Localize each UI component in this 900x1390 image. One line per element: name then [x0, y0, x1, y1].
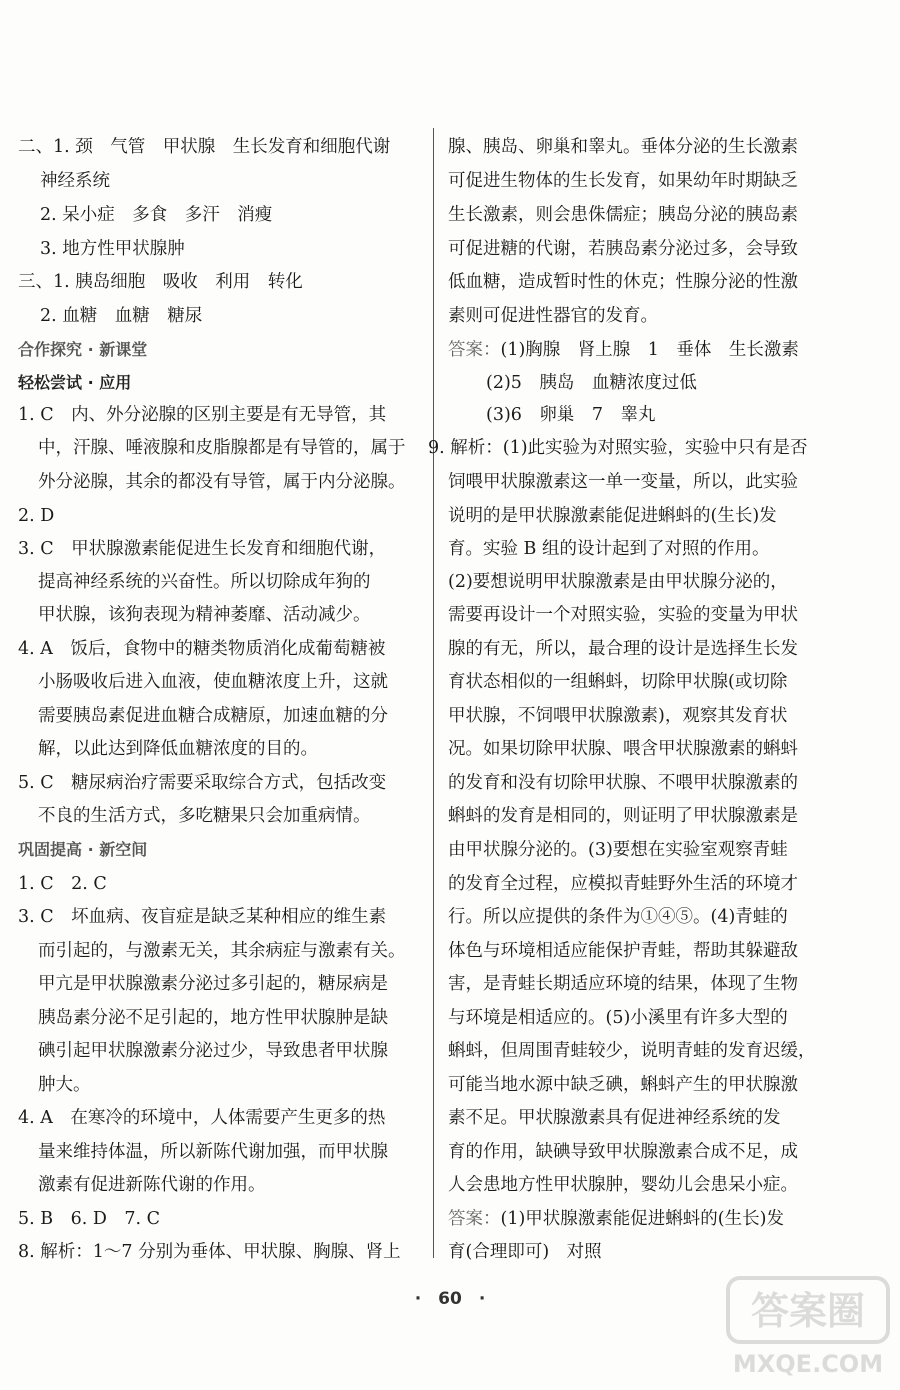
answer-label: 答案： [448, 1209, 501, 1229]
answer-8-line-7: 素则可促进性器官的发育。 [448, 306, 658, 326]
answer-8-line-6: 低血糖，造成暂时性的休克；性腺分泌的性激 [448, 272, 798, 292]
consolidate-answers-1-2: 1. C 2. C [18, 874, 107, 894]
answer-4-line-1: 4. A 饭后，食物中的糖类物质消化成葡萄糖被 [18, 639, 386, 659]
watermark-url: MXQE.COM [732, 1350, 884, 1378]
consolidate-answer-3-line-5: 碘引起甲状腺激素分泌过少，导致患者甲状腺 [38, 1041, 388, 1061]
answer-8-key-line-1 [448, 339, 799, 361]
answer-9-line-16: 体色与环境相适应能保护青蛙，帮助其躲避敌 [448, 941, 798, 961]
answer-8-line-4: 生长激素，则会患侏儒症；胰岛分泌的胰岛素 [448, 205, 798, 225]
answer-9-line-21: 素不足。甲状腺激素具有促进神经系统的发 [448, 1108, 781, 1128]
answer-8-key-line-3: (3)6 卵巢 7 睾丸 [486, 405, 656, 425]
answer-9-line-14: 的发育全过程，应模拟青蛙野外生活的环境才 [448, 874, 798, 894]
answer-9-line-3: 说明的是甲状腺激素能促进蝌蚪的(生长)发 [448, 506, 777, 526]
answer-5-line-1: 5. C 糖尿病治疗需要采取综合方式，包括改变 [18, 773, 387, 793]
watermark-title: 答案圈 [750, 1289, 866, 1333]
answer-9-line-15: 行。所以应提供的条件为①④⑤。(4)青蛙的 [448, 907, 788, 927]
consolidate-answer-4-line-1: 4. A 在寒冷的环境中，人体需要产生更多的热 [18, 1108, 386, 1128]
consolidate-answer-3-line-4: 胰岛素分泌不足引起的，地方性甲状腺肿是缺 [38, 1008, 388, 1028]
column-divider [433, 128, 434, 1258]
answer-8-line-3: 可促进生物体的生长发育，如果幼年时期缺乏 [448, 171, 798, 191]
answer-9-key-1: (1)甲状腺激素能促进蝌蚪的(生长)发 [500, 1209, 784, 1229]
consolidate-answer-8-line-1: 8. 解析：1～7 分别为垂体、甲状腺、胸腺、肾上 [18, 1242, 401, 1262]
page-number: · 60 · [414, 1289, 486, 1309]
answer-8-key-line-2: (2)5 胰岛 血糖浓度过低 [486, 373, 697, 393]
answer-8-key-1: (1)胸腺 肾上腺 1 垂体 生长激素 [500, 340, 799, 360]
answer-9-line-12: 蝌蚪的发育是相同的，则证明了甲状腺激素是 [448, 806, 798, 826]
answer-9-line-19: 蝌蚪，但周围青蛙较少，说明青蛙的发育迟缓， [448, 1041, 816, 1061]
section-heading-consolidate: 巩固提高 · 新空间 [18, 840, 148, 859]
answer-9-line-20: 可能当地水源中缺乏碘，蝌蚪产生的甲状腺激 [448, 1075, 798, 1095]
section-three-item-1: 三、1. 胰岛细胞 吸收 利用 转化 [18, 272, 303, 292]
answer-9-key-line-2: 育(合理即可) 对照 [448, 1242, 602, 1262]
answer-1-line-1: 1. C 内、外分泌腺的区别主要是有无导管，其 [18, 405, 387, 425]
answer-9-line-11: 的发育和没有切除甲状腺、不喂甲状腺激素的 [448, 773, 798, 793]
answer-9-line-5: (2)要想说明甲状腺激素是由甲状腺分泌的， [448, 572, 788, 592]
answer-9-line-23: 人会患地方性甲状腺肿，婴幼儿会患呆小症。 [448, 1175, 798, 1195]
section-two-item-1: 二、1. 颈 气管 甲状腺 生长发育和细胞代谢 [18, 137, 391, 157]
answer-8-line-5: 可促进糖的代谢，若胰岛素分泌过多，会导致 [448, 239, 798, 259]
answer-4-line-2: 小肠吸收后进入血液，使血糖浓度上升，这就 [38, 672, 388, 692]
subsection-heading-try: 轻松尝试 · 应用 [18, 373, 132, 392]
answer-2: 2. D [18, 506, 55, 526]
section-two-item-1-cont: 神经系统 [40, 171, 110, 191]
consolidate-answer-3-line-3: 甲亢是甲状腺激素分泌过多引起的，糖尿病是 [38, 974, 388, 994]
consolidate-answer-3-line-2: 而引起的，与激素无关，其余病症与激素有关。 [38, 941, 406, 961]
answer-9-line-8: 育状态相似的一组蝌蚪，切除甲状腺(或切除 [448, 672, 788, 692]
consolidate-answer-3-line-6: 肿大。 [38, 1075, 91, 1095]
watermark-logo [724, 1272, 892, 1382]
section-two-item-3: 3. 地方性甲状腺肿 [40, 239, 185, 259]
answer-9-line-4: 育。实验 B 组的设计起到了对照的作用。 [448, 539, 770, 559]
answer-9-line-2: 饲喂甲状腺激素这一单一变量，所以，此实验 [448, 472, 798, 492]
answer-label: 答案： [448, 340, 501, 360]
consolidate-answer-3-line-1: 3. C 坏血病、夜盲症是缺乏某种相应的维生素 [18, 907, 387, 927]
answer-1-line-2: 中，汗腺、唾液腺和皮脂腺都是有导管的，属于 [38, 438, 406, 458]
section-two-item-2: 2. 呆小症 多食 多汗 消瘦 [40, 205, 273, 225]
answer-9-line-17: 害，是青蛙长期适应环境的结果，体现了生物 [448, 974, 798, 994]
answer-3-line-1: 3. C 甲状腺激素能促进生长发育和细胞代谢， [18, 539, 387, 559]
answer-3-line-2: 提高神经系统的兴奋性。所以切除成年狗的 [38, 572, 371, 592]
answer-9-key-line-1 [448, 1208, 784, 1230]
answer-9-line-1: 9. 解析：(1)此实验为对照实验，实验中只有是否 [428, 438, 808, 458]
answer-4-line-4: 解，以此达到降低血糖浓度的目的。 [38, 739, 318, 759]
consolidate-answer-4-line-2: 量来维持体温，所以新陈代谢加强，而甲状腺 [38, 1142, 388, 1162]
answer-9-line-6: 需要再设计一个对照实验，实验的变量为甲状 [448, 605, 798, 625]
section-heading-explore: 合作探究 · 新课堂 [18, 340, 148, 359]
consolidate-answer-4-line-3: 激素有促进新陈代谢的作用。 [38, 1175, 266, 1195]
answer-1-line-3: 外分泌腺，其余的都没有导管，属于内分泌腺。 [38, 472, 406, 492]
answer-4-line-3: 需要胰岛素促进血糖合成糖原，加速血糖的分 [38, 706, 388, 726]
answer-9-line-13: 由甲状腺分泌的。(3)要想在实验室观察青蛙 [448, 840, 788, 860]
answer-9-line-22: 育的作用，缺碘导致甲状腺激素合成不足，成 [448, 1142, 798, 1162]
answer-8-line-2: 腺、胰岛、卵巢和睾丸。垂体分泌的生长激素 [448, 137, 798, 157]
answer-5-line-2: 不良的生活方式，多吃糖果只会加重病情。 [38, 806, 371, 826]
answer-3-line-3: 甲状腺，该狗表现为精神萎靡、活动减少。 [38, 605, 371, 625]
section-three-item-2: 2. 血糖 血糖 糖尿 [40, 306, 203, 326]
answer-9-line-9: 甲状腺，不饲喂甲状腺激素)，观察其发育状 [448, 706, 788, 726]
answer-9-line-18: 与环境是相适应的。(5)小溪里有许多大型的 [448, 1008, 788, 1028]
consolidate-answers-5-7: 5. B 6. D 7. C [18, 1209, 161, 1229]
answer-9-line-7: 腺的有无，所以，最合理的设计是选择生长发 [448, 639, 798, 659]
answer-9-line-10: 况。如果切除甲状腺、喂含甲状腺激素的蝌蚪 [448, 739, 798, 759]
